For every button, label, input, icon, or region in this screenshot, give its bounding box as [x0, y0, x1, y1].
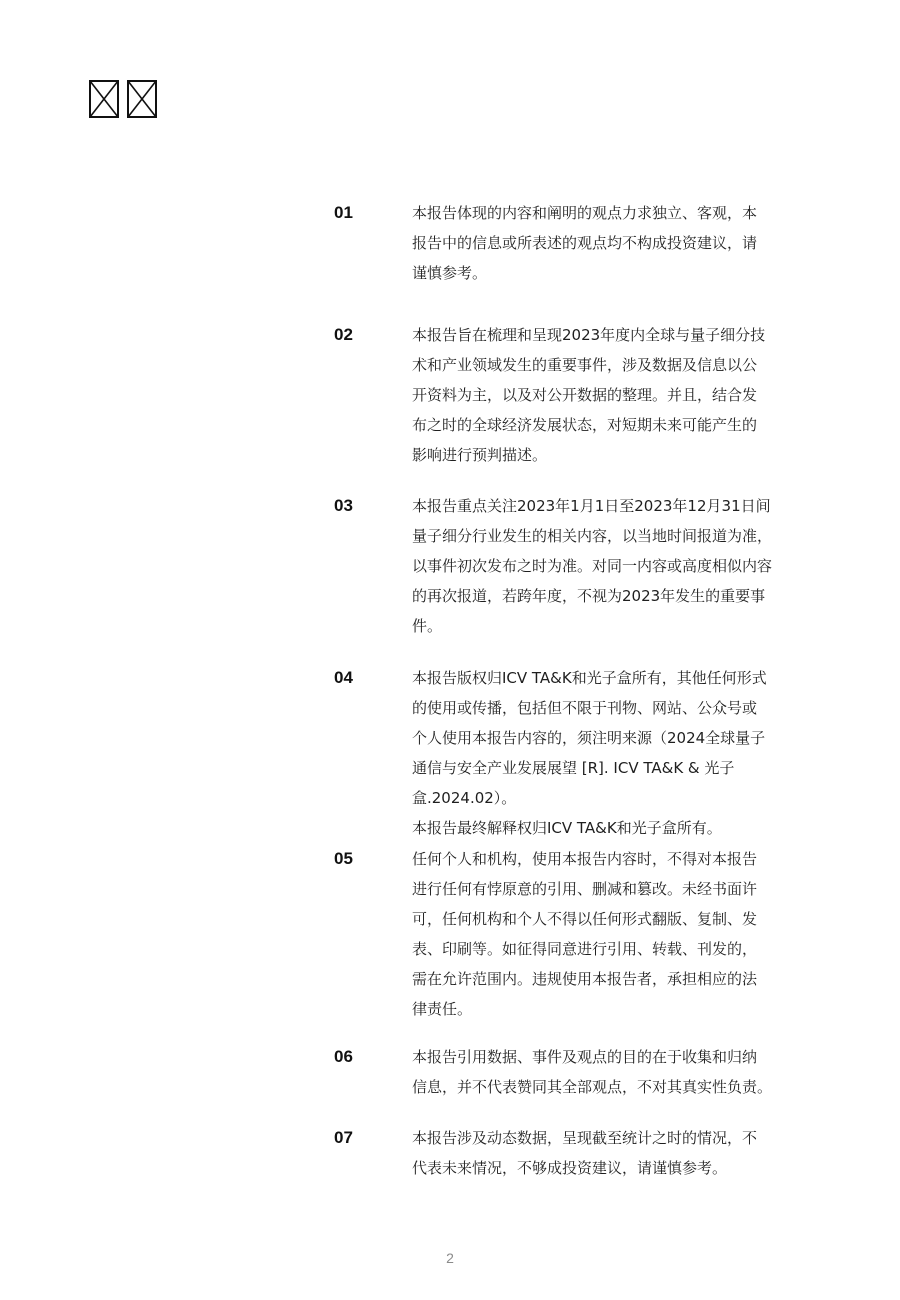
text-line: 以事件初次发布之时为准。对同一内容或高度相似内容: [412, 557, 773, 575]
item-number: 04: [334, 668, 353, 687]
item-text: [412, 320, 822, 470]
text-line: 律责任。: [412, 1000, 473, 1018]
text-line: 盒.2024.02）。: [412, 789, 517, 807]
missing-glyph-icon: [127, 80, 157, 118]
text-line: 量子细分行业发生的相关内容，以当地时间报道为准，: [412, 527, 773, 545]
text-line: 信息，并不代表赞同其全部观点，不对其真实性负责。: [412, 1078, 773, 1096]
text-line: 可，任何机构和个人不得以任何形式翻版、复制、发: [412, 910, 758, 928]
item-text: [412, 1042, 822, 1102]
text-line: 的再次报道，若跨年度，不视为2023年发生的重要事: [412, 587, 766, 605]
page-title: [89, 80, 157, 118]
text-line: 本报告版权归ICV TA&K和光子盒所有，其他任何形式: [412, 669, 767, 687]
text-line: 需在允许范围内。违规使用本报告者，承担相应的法: [412, 970, 758, 988]
text-line: 本报告体现的内容和阐明的观点力求独立、客观，本: [412, 204, 758, 222]
text-line: 开资料为主，以及对公开数据的整理。并且，结合发: [412, 386, 758, 404]
text-line: 任何个人和机构，使用本报告内容时，不得对本报告: [412, 850, 758, 868]
text-line: 的使用或传播，包括但不限于刊物、网站、公众号或: [412, 699, 758, 717]
text-line: 进行任何有悖原意的引用、删减和篡改。未经书面许: [412, 880, 758, 898]
text-line: 本报告最终解释权归ICV TA&K和光子盒所有。: [412, 819, 722, 837]
item-text: [412, 1123, 822, 1183]
page-number: 2: [446, 1250, 454, 1266]
item-number: 01: [334, 203, 353, 222]
text-line: 本报告涉及动态数据，呈现截至统计之时的情况，不: [412, 1129, 758, 1147]
text-line: 代表未来情况，不够成投资建议，请谨慎参考。: [412, 1159, 728, 1177]
item-number: 07: [334, 1128, 353, 1147]
text-line: 个人使用本报告内容的，须注明来源（2024全球量子: [412, 729, 766, 747]
text-line: 术和产业领域发生的重要事件，涉及数据及信息以公: [412, 356, 758, 374]
text-line: 本报告引用数据、事件及观点的目的在于收集和归纳: [412, 1048, 758, 1066]
text-line: 通信与安全产业发展展望 [R]. ICV TA&K & 光子: [412, 759, 735, 777]
text-line: 件。: [412, 617, 443, 635]
item-number: 02: [334, 325, 353, 344]
item-number: 06: [334, 1047, 353, 1066]
text-line: 影响进行预判描述。: [412, 446, 548, 464]
item-number: 05: [334, 849, 353, 868]
text-line: 本报告重点关注2023年1月1日至2023年12月31日间: [412, 497, 771, 515]
item-text: [412, 663, 822, 843]
text-line: 报告中的信息或所表述的观点均不构成投资建议，请: [412, 234, 758, 252]
text-line: 谨慎参考。: [412, 264, 488, 282]
item-text: [412, 491, 822, 641]
text-line: 本报告旨在梳理和呈现2023年度内全球与量子细分技: [412, 326, 766, 344]
item-text: [412, 844, 822, 1024]
item-number: 03: [334, 496, 353, 515]
text-line: 表、印刷等。如征得同意进行引用、转载、刊发的，: [412, 940, 758, 958]
item-text: [412, 198, 822, 288]
text-line: 布之时的全球经济发展状态，对短期未来可能产生的: [412, 416, 758, 434]
missing-glyph-icon: [89, 80, 119, 118]
